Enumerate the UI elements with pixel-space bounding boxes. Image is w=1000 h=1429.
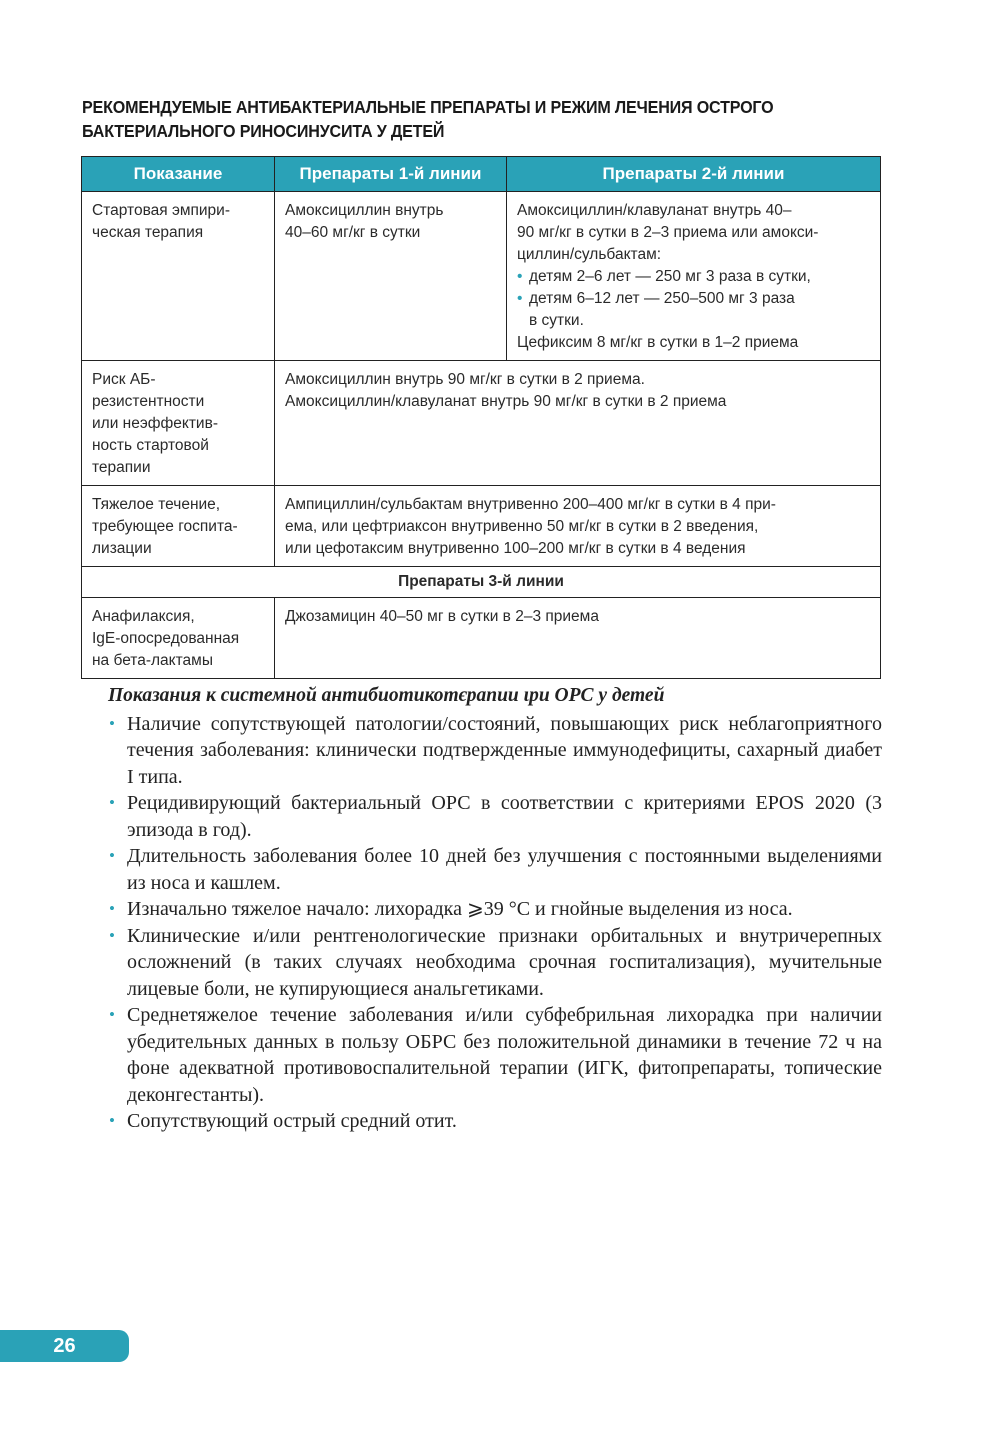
cell-line: лизации [92,540,152,557]
bullet-icon: • [109,1111,115,1130]
list-item-text: Клинические и/или рентгенологические признаки орбитальных и внутричерепных осложнений (в таких случаях необходима срочная госпитализация), мучительные лицевые боли, не купирующиеся анальгетиками. [127,924,882,1000]
list-item-text: Изначально тяжелое начало: лихорадка ⩾39 °С и гнойные выделения из носа. [127,898,793,920]
cell-line: ность стартовой [92,437,209,454]
list-item [108,896,882,923]
third-line-header: Препараты 3-й линии [82,567,881,598]
indication-cell [82,486,275,567]
third-line-header-row [82,567,881,598]
cell-line: Риск АБ- [92,371,156,388]
cell-line: Ампициллин/сульбактам внутривенно 200–400 мг/кг в сутки в 4 при- [285,496,776,513]
cell-line: ческая терапия [92,224,204,241]
list-item [108,711,882,791]
cell-line: 40–60 мг/кг в сутки [285,224,421,241]
cell-line: требующее госпита- [92,518,238,535]
indications-list [108,711,882,1135]
drugs-cell: Джозамицин 40–50 мг в сутки в 2–3 приема [275,598,881,679]
cell-line: IgE-опосредованная [92,630,240,647]
page-number-tab [0,1330,129,1362]
list-item [108,843,882,896]
bullet-text: детям 6–12 лет — 250–500 мг 3 раза [529,290,795,307]
second-line-cell [507,192,881,361]
list-item [108,1002,882,1108]
bullet-icon: • [109,713,115,733]
list-item [108,923,882,1003]
list-item [517,288,870,332]
bullet-icon: • [109,846,115,865]
cell-line: Анафилаксия, [92,608,195,625]
bullet-text: детям 2–6 лет — 250 мг 3 раза в сутки, [529,268,811,285]
cell-line: 90 мг/кг в сутки в 2–3 приема или амокси- [517,224,819,241]
section-title: Показания к системной антибиотикотєрапии ɩри ОРС у детей [108,685,665,706]
list-item-text: Сопутствующий острый средний отит. [127,1110,457,1132]
cell-line: на бета-лактамы [92,652,213,669]
table-row [82,598,881,679]
list-item-text: Длительность заболевания более 10 дней без улучшения с постоянными выделениями из носа и кашлем. [127,845,882,894]
indications-section [108,683,882,1135]
cell-line: Цефиксим 8 мг/кг в сутки в 1–2 приема [517,334,799,351]
header-first-line: Препараты 1-й линии [275,157,507,192]
drugs-cell [275,361,881,486]
page-number: 26 [53,1335,76,1357]
cell-line: Стартовая эмпири- [92,202,231,219]
cell-line: ема, или цефтриаксон внутривенно 50 мг/кг в сутки в 2 введения, [285,518,759,535]
indication-cell [82,361,275,486]
cell-line: резистентности [92,393,205,410]
indication-cell [82,192,275,361]
header-indication: Показание [82,157,275,192]
list-item [108,1108,882,1135]
table-row [82,486,881,567]
bullet-icon: • [517,290,523,307]
cell-line: Амоксициллин внутрь 90 мг/кг в сутки в 2 приема. [285,371,645,388]
cell-line: Амоксициллин/клавуланат внутрь 90 мг/кг в сутки в 2 приема [285,393,727,410]
list-item-text: Наличие сопутствующей патологии/состояний, повышающих риск неблагоприятного течения заболевания: клинически подтвержденные иммунодефициты, сахарный диабет I типа. [127,712,882,788]
bullet-text: в сутки. [529,312,584,329]
list-item-text: Среднетяжелое течение заболевания и/или субфебрильная лихорадка при наличии убедительных данных в пользу ОБРС без положительной динамики в течение 72 ч на фоне адекватной противовоспалительной терапии (ИГК, фитопрепараты, топические деконгестанты). [127,1004,882,1106]
table-title: РЕКОМЕНДУЕМЫЕ АНТИБАКТЕРИАЛЬНЫЕ ПРЕПАРАТЫ И РЕЖИМ ЛЕЧЕНИЯ ОСТРОГО БАКТЕРИАЛЬНОГО РИНОСИНУСИТА У ДЕТЕЙ [82,97,774,141]
cell-line: Тяжелое течение, [92,496,221,513]
list-item [517,266,870,288]
table-header-row [82,157,881,192]
cell-line: Амоксициллин внутрь [285,202,444,219]
cell-line: терапии [92,459,151,476]
cell-line: Амоксициллин/клавуланат внутрь 40– [517,202,792,219]
antibiotics-table [81,156,881,679]
header-second-line: Препараты 2-й линии [507,157,881,192]
cell-line: или цефотаксим внутривенно 100–200 мг/кг в сутки в 4 ведения [285,540,746,557]
indication-cell [82,598,275,679]
cell-line: циллин/сульбактам: [517,246,662,263]
bullet-icon: • [109,925,115,945]
bullet-icon: • [109,1005,115,1024]
bullet-icon: • [109,899,115,918]
first-line-cell [275,192,507,361]
drugs-cell [275,486,881,567]
list-item-text: Рецидивирующий бактериальный ОРС в соответствии с критериями EPOS 2020 (3 эпизода в год). [127,792,882,841]
cell-line: или неэффектив- [92,415,218,432]
list-item [108,790,882,843]
bullet-icon: • [109,793,115,812]
table-row [82,361,881,486]
bullet-icon: • [517,268,523,285]
table-row [82,192,881,361]
